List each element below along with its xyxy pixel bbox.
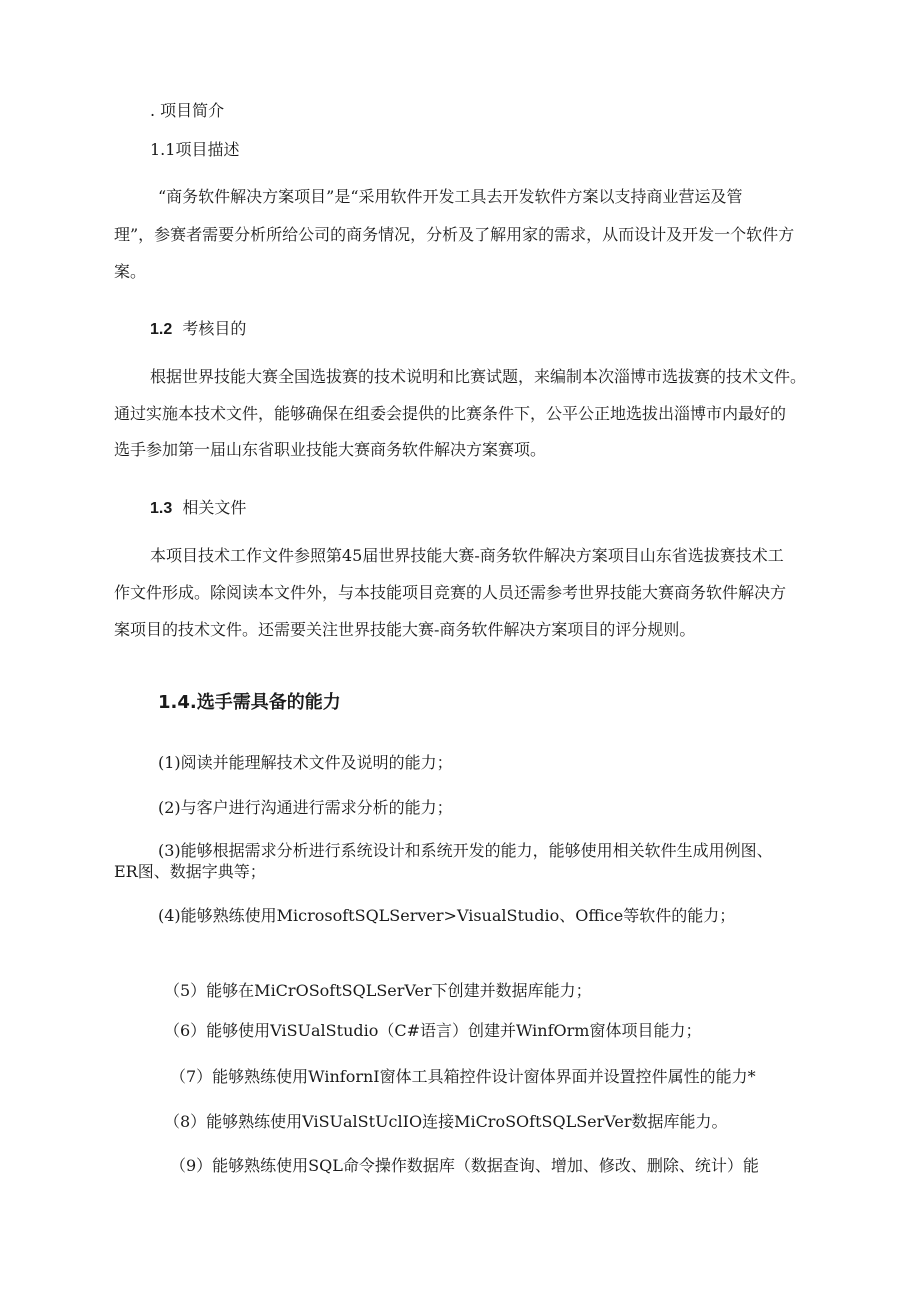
heading-1-3 (150, 497, 246, 520)
para-1-1-line-3: 案。 (114, 262, 147, 281)
ability-item-9: （9）能够熟练使用SQL命令操作数据库（数据查询、增加、修改、删除、统计）能 (170, 1156, 759, 1175)
ability-item-6: （6）能够使用ViSUalStudio（C#语言）创建并WinfOrm窗体项目能力； (164, 1021, 702, 1040)
ability-item-2: (2)与客户进行沟通进行需求分析的能力； (158, 798, 453, 817)
heading-1-1: 1.1项目描述 (150, 140, 240, 159)
para-1-2-line-1: 根据世界技能大赛全国选拔赛的技术说明和比赛试题，来编制本次淄博市选拔赛的技术文件。 (150, 367, 807, 386)
para-1-2-line-3: 选手参加第一届山东省职业技能大赛商务软件解决方案赛项。 (114, 440, 547, 459)
para-1-3-line-1: 本项目技术工作文件参照第45届世界技能大赛-商务软件解决方案项目山东省选拔赛技术工 (150, 546, 784, 565)
ability-item-7: （7）能够熟练使用WinfornI窗体工具箱控件设计窗体界面并设置控件属性的能力* (170, 1067, 756, 1086)
heading-1-2-number: 1.2 (150, 321, 173, 338)
para-1-2-line-2: 通过实施本技术文件，能够确保在组委会提供的比赛条件下，公平公正地选拔出淄博市内最好的 (114, 404, 787, 423)
para-1-1-line-1: “商务软件解决方案项目”是“采用软件开发工具去开发软件方案以支持商业营运及管 (158, 187, 743, 206)
para-1-3-line-2: 作文件形成。除阅读本文件外，与本技能项目竞赛的人员还需参考世界技能大赛商务软件解决方 (114, 583, 787, 602)
ability-item-4: (4)能够熟练使用MicrosoftSQLServer>VisualStudio、Office等软件的能力； (158, 906, 736, 925)
heading-1-2-title: 考核目的 (182, 319, 247, 338)
heading-1-2 (150, 318, 246, 341)
ability-item-5: （5）能够在MiCrOSoftSQLSerVer下创建并数据库能力； (164, 981, 592, 1000)
section-title: . 项目简介 (150, 101, 225, 120)
para-1-1-line-2: 理”，参赛者需要分析所给公司的商务情况，分析及了解用家的需求，从而设计及开发一个软件方 (114, 225, 795, 244)
heading-1-3-number: 1.3 (150, 500, 173, 517)
heading-1-3-title: 相关文件 (182, 498, 247, 517)
ability-item-3: (3)能够根据需求分析进行系统设计和系统开发的能力，能够使用相关软件生成用例图、 (158, 841, 773, 860)
para-1-3-line-3: 案项目的技术文件。还需要关注世界技能大赛-商务软件解决方案项目的评分规则。 (114, 620, 696, 639)
ability-item-3-cont: ER图、数据字典等； (114, 862, 266, 881)
ability-item-8: （8）能够熟练使用ViSUalStUclIO连接MiCroSOftSQLSerVer数据库能力。 (164, 1112, 728, 1131)
ability-item-1: (1)阅读并能理解技术文件及说明的能力； (158, 753, 453, 772)
heading-1-4: 1.4.选手需具备的能力 (158, 692, 341, 713)
